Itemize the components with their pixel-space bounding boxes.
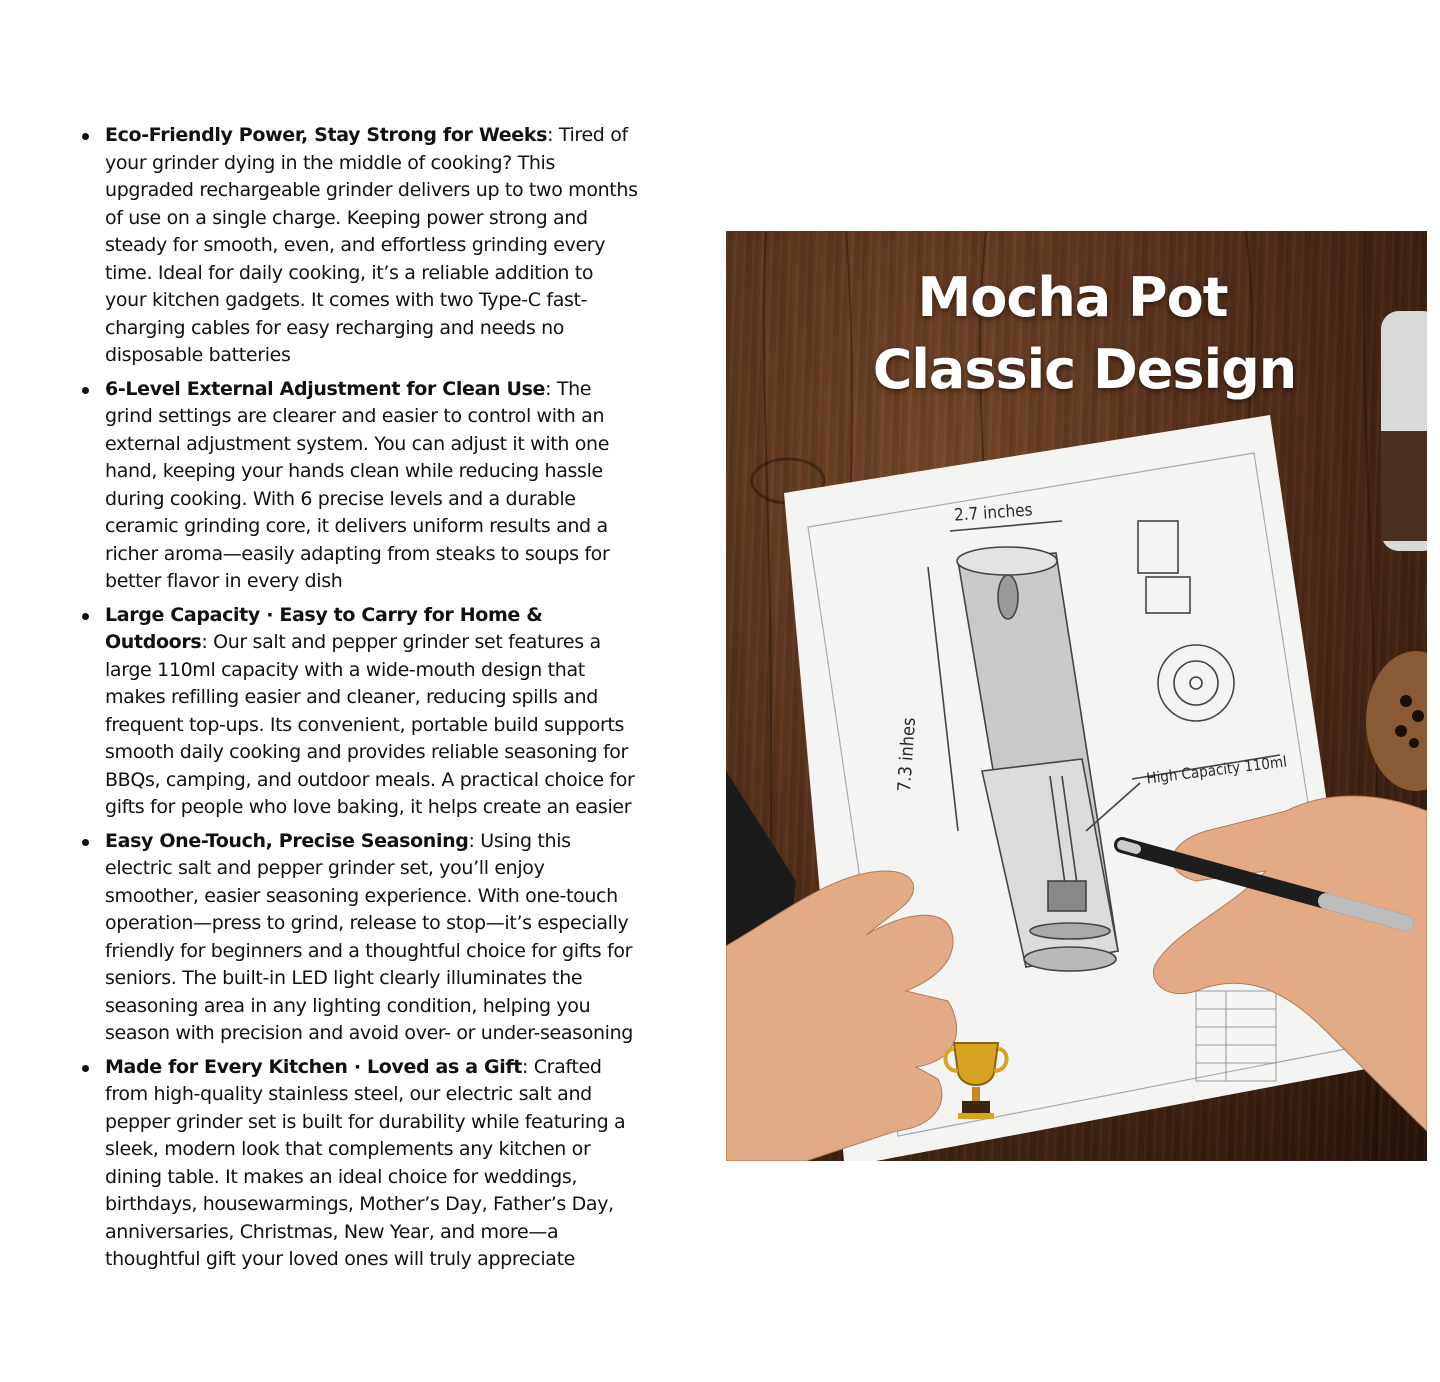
- feature-body: : Our salt and pepper grinder set features a large 110ml capacity with a wide-mouth design that makes refilling easier and cleaner, reducing spills and frequent top-ups. Its convenient, portable build supports smooth daily cooking and provides reliable seasoning for BBQs, camping, and outdoor meals. A practical choice for gifts for people who love baking, it helps create an easier: [105, 631, 635, 818]
- feature-item-one-touch: [78, 828, 638, 1048]
- headline-line2: Classic Design: [872, 338, 1297, 401]
- feature-item-gift: [78, 1054, 638, 1274]
- feature-title: Eco-Friendly Power, Stay Strong for Weeks: [105, 124, 548, 146]
- feature-title: Large Capacity · Easy to Carry for Home & Outdoors: [105, 603, 543, 653]
- product-image: [726, 231, 1427, 1161]
- feature-title: Made for Every Kitchen · Loved as a Gift: [105, 1055, 523, 1078]
- height-dimension-label: 7.3 inhes: [894, 716, 921, 793]
- feature-title: 6-Level External Adjustment for Clean Use: [105, 377, 546, 400]
- capacity-label: High Capacity 110ml: [1145, 752, 1288, 788]
- feature-list: [78, 122, 638, 1280]
- feature-item-capacity: [78, 602, 638, 822]
- feature-title: Easy One-Touch, Precise Seasoning: [105, 829, 469, 852]
- feature-body: : Using this electric salt and pepper grinder set, you’ll enjoy smoother, easier seasoning experience. With one-touch operation—press to grind, release to stop—it’s especially friendly for beginners and a thoughtful choice for gifts for seniors. The built-in LED light clearly illuminates the seasoning area in any lighting condition, helping you season with precision and avoid over- or under-seasoning: [105, 829, 634, 1044]
- feature-body: : Crafted from high-quality stainless steel, our electric salt and pepper grinder set is built for durability while featuring a sleek, modern look that complements any kitchen or dining table. It makes an ideal choice for weddings, birthdays, housewarmings, Mother’s Day, Father’s Day, anniversaries, Christmas, New Year, and more—a thoughtful gift your loved ones will truly appreciate: [105, 1055, 626, 1270]
- headline-line1: Mocha Pot: [917, 266, 1228, 329]
- feature-body: : Tired of your grinder dying in the middle of cooking? This upgraded rechargeable grinder delivers up to two months of use on a single charge. Keeping power strong and steady for smooth, even, and effortless grinding every time. Ideal for daily cooking, it’s a reliable addition to your kitchen gadgets. It comes with two Type-C fast-charging cables for easy recharging and needs no disposable batteries: [105, 124, 638, 366]
- feature-item-adjustment: [78, 376, 638, 596]
- feature-item-power: [78, 122, 638, 370]
- feature-body: : The grind settings are clearer and easier to control with an external adjustment system. You can adjust it with one hand, keeping your hands clean while reducing hassle during cooking. With 6 precise levels and a durable ceramic grinding core, it delivers uniform results and a richer aroma—easily adapting from steaks to soups for better flavor in every dish: [105, 377, 610, 592]
- width-dimension-label: 2.7 inches: [953, 500, 1034, 526]
